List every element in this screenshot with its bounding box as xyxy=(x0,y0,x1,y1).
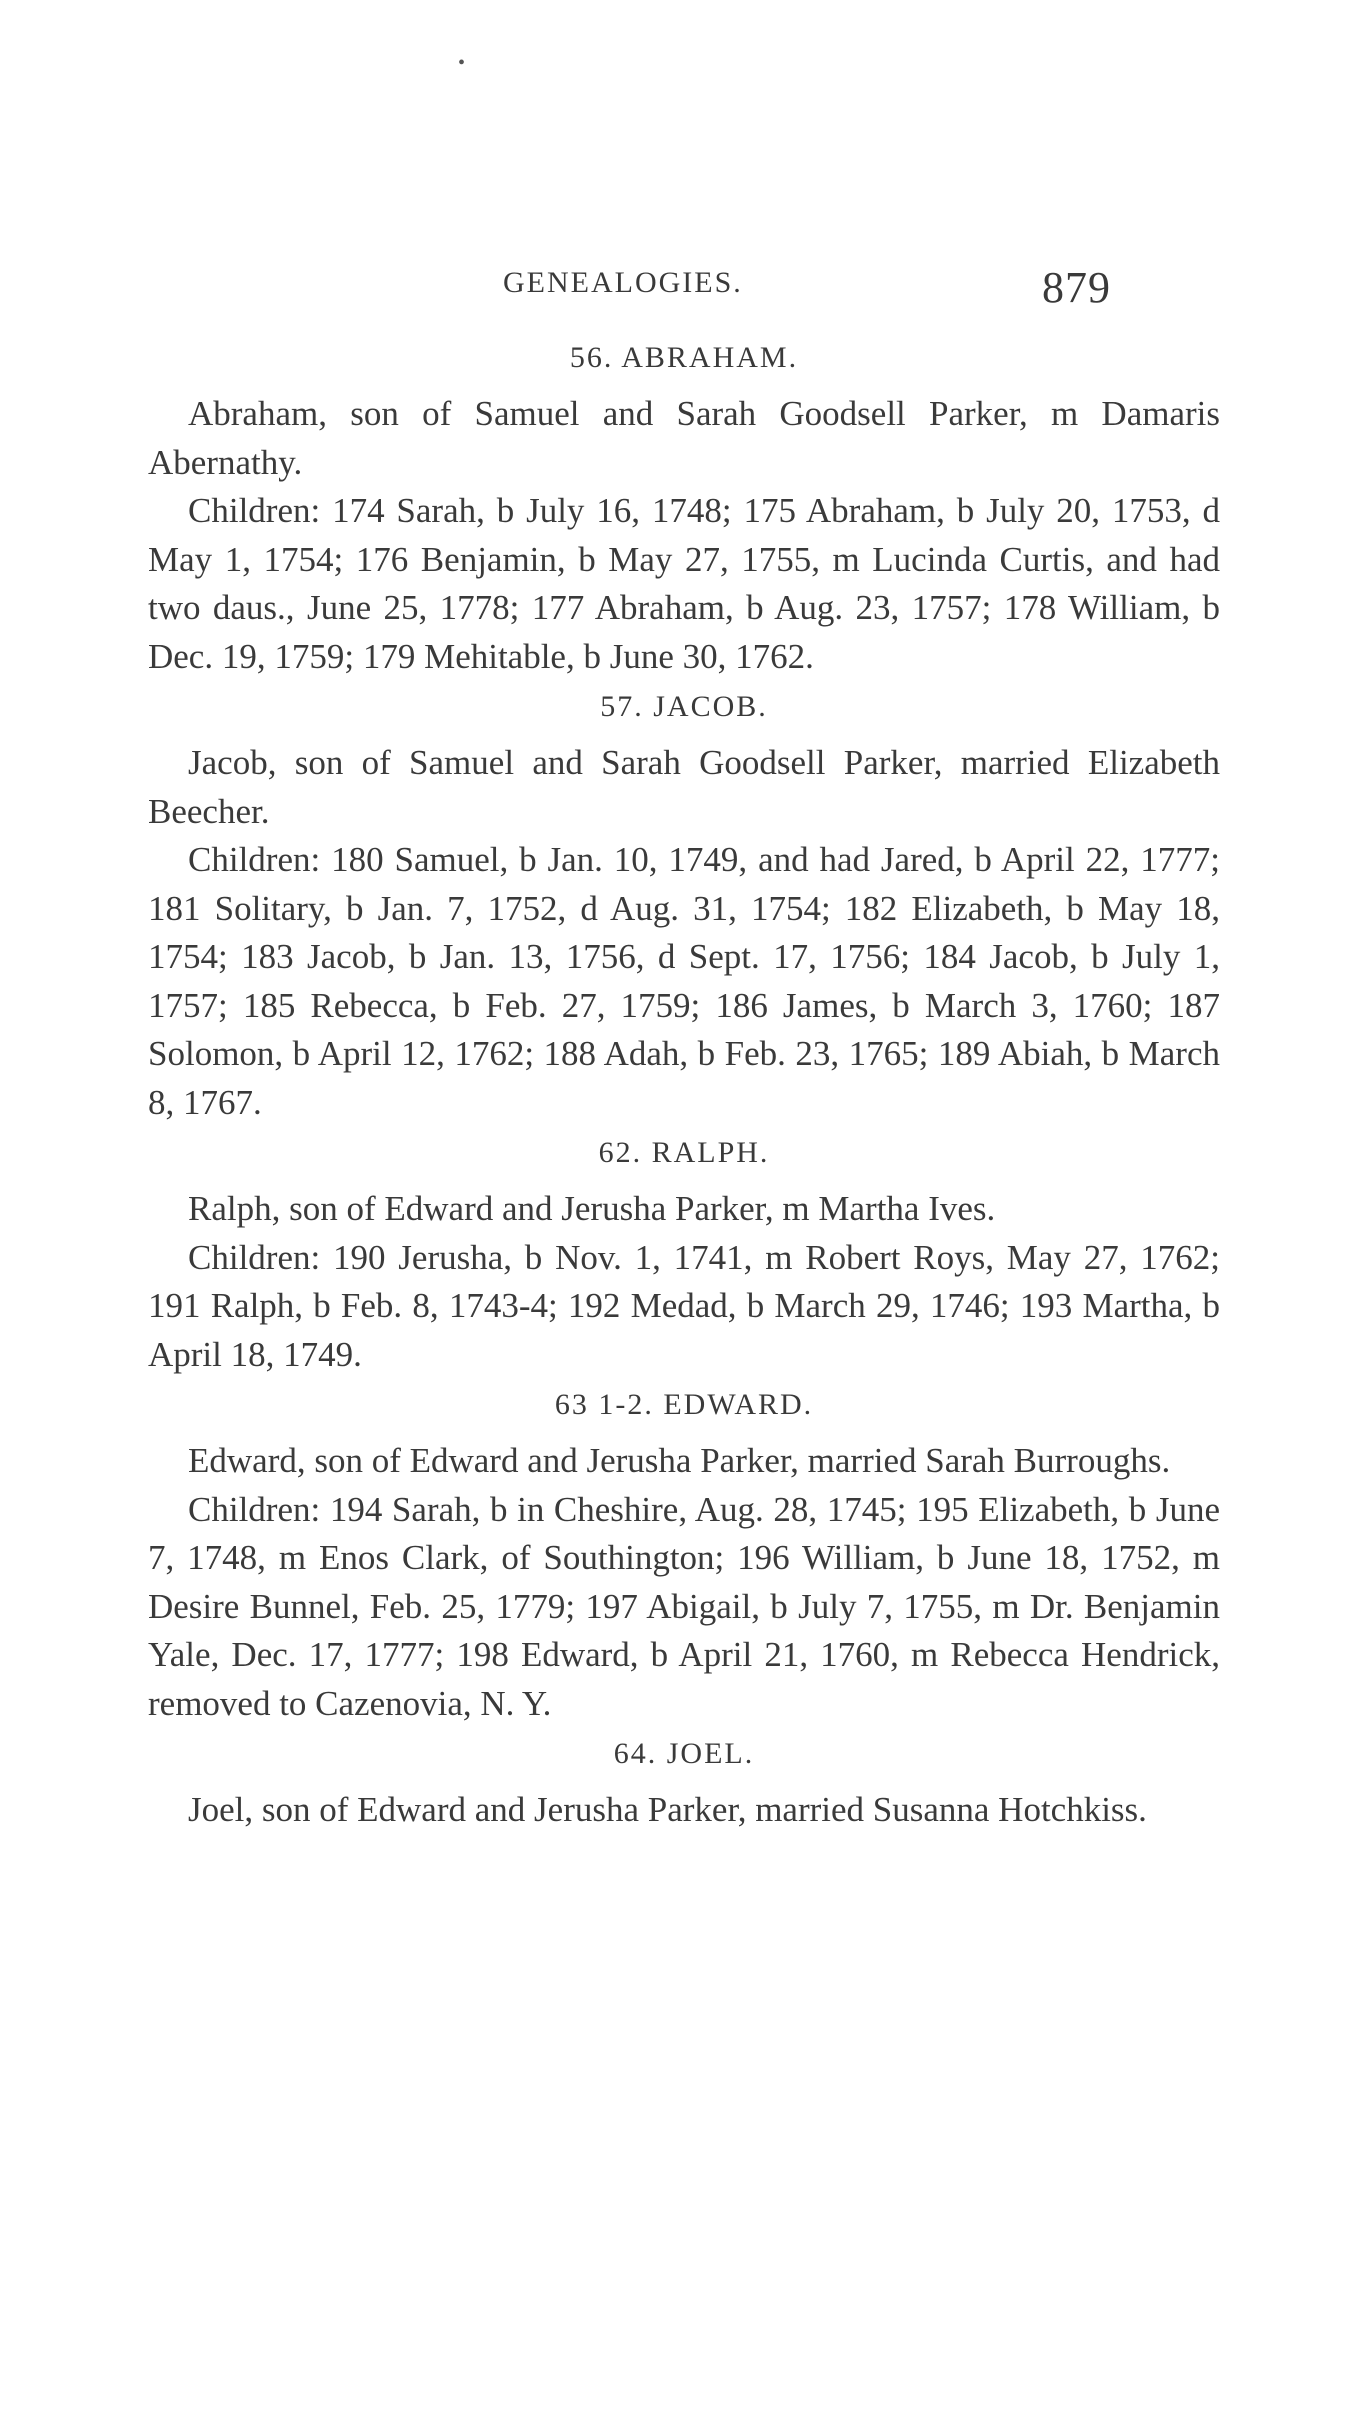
children-paragraph: Children: 180 Samuel, b Jan. 10, 1749, and had Jared, b April 22, 1777; 181 Solitary, b Jan. 7, 1752, d Aug. 31, 1754; 182 Elizabeth, b May 18, 1754; 183 Jacob, b Jan. 13, 1756, d Sept. 17, 1756; 184 Jacob, b July 1, 1757; 185 Rebecca, b Feb. 27, 1759; 186 James, b March 3, 1760; 187 Solomon, b April 12, 1762; 188 Adah, b Feb. 23, 1765; 189 Abiah, b March 8, 1767. xyxy=(148,840,1220,1122)
page-number: 879 xyxy=(1042,263,1111,312)
section-joel xyxy=(148,1732,1220,1835)
printer-speck: • xyxy=(458,52,466,74)
page-body xyxy=(148,332,1220,1835)
intro-paragraph: Jacob, son of Samuel and Sarah Goodsell Parker, married Elizabeth Beecher. xyxy=(148,743,1220,831)
page-header xyxy=(148,262,1220,312)
section-heading: 62. RALPH. xyxy=(598,1136,770,1169)
children-paragraph: Children: 190 Jerusha, b Nov. 1, 1741, m Robert Roys, May 27, 1762; 191 Ralph, b Feb. 8, 1743-4; 192 Medad, b March 29, 1746; 193 Martha, b April 18, 1749. xyxy=(148,1237,1220,1374)
section-edward xyxy=(148,1383,1220,1728)
section-ralph xyxy=(148,1131,1220,1379)
section-jacob xyxy=(148,685,1220,1127)
children-paragraph: Children: 194 Sarah, b in Cheshire, Aug. 28, 1745; 195 Elizabeth, b June 7, 1748, m Enos Clark, of Southington; 196 William, b June 18, 1752, m Desire Bunnel, Feb. 25, 1779; 197 Abigail, b July 7, 1755, m Dr. Benjamin Yale, Dec. 17, 1777; 198 Edward, b April 21, 1760, m Rebecca Hendrick, removed to Cazenovia, N. Y. xyxy=(148,1489,1220,1723)
running-head: GENEALOGIES. xyxy=(503,266,743,299)
section-heading: 64. JOEL. xyxy=(613,1737,755,1770)
intro-paragraph: Joel, son of Edward and Jerusha Parker, married Susanna Hotchkiss. xyxy=(188,1790,1147,1829)
section-abraham xyxy=(148,336,1220,681)
intro-paragraph: Ralph, son of Edward and Jerusha Parker, m Martha Ives. xyxy=(188,1189,996,1228)
children-paragraph: Children: 174 Sarah, b July 16, 1748; 175 Abraham, b July 20, 1753, d May 1, 1754; 176 Benjamin, b May 27, 1755, m Lucinda Curtis, and had two daus., June 25, 1778; 177 Abraham, b Aug. 23, 1757; 178 William, b Dec. 19, 1759; 179 Mehitable, b June 30, 1762. xyxy=(148,491,1220,676)
intro-paragraph: Abraham, son of Samuel and Sarah Goodsell Parker, m Damaris Abernathy. xyxy=(148,394,1220,482)
section-heading: 63 1-2. EDWARD. xyxy=(554,1388,814,1421)
intro-paragraph: Edward, son of Edward and Jerusha Parker, married Sarah Burroughs. xyxy=(188,1441,1171,1480)
section-heading: 57. JACOB. xyxy=(600,690,768,723)
section-heading: 56. ABRAHAM. xyxy=(569,341,799,374)
